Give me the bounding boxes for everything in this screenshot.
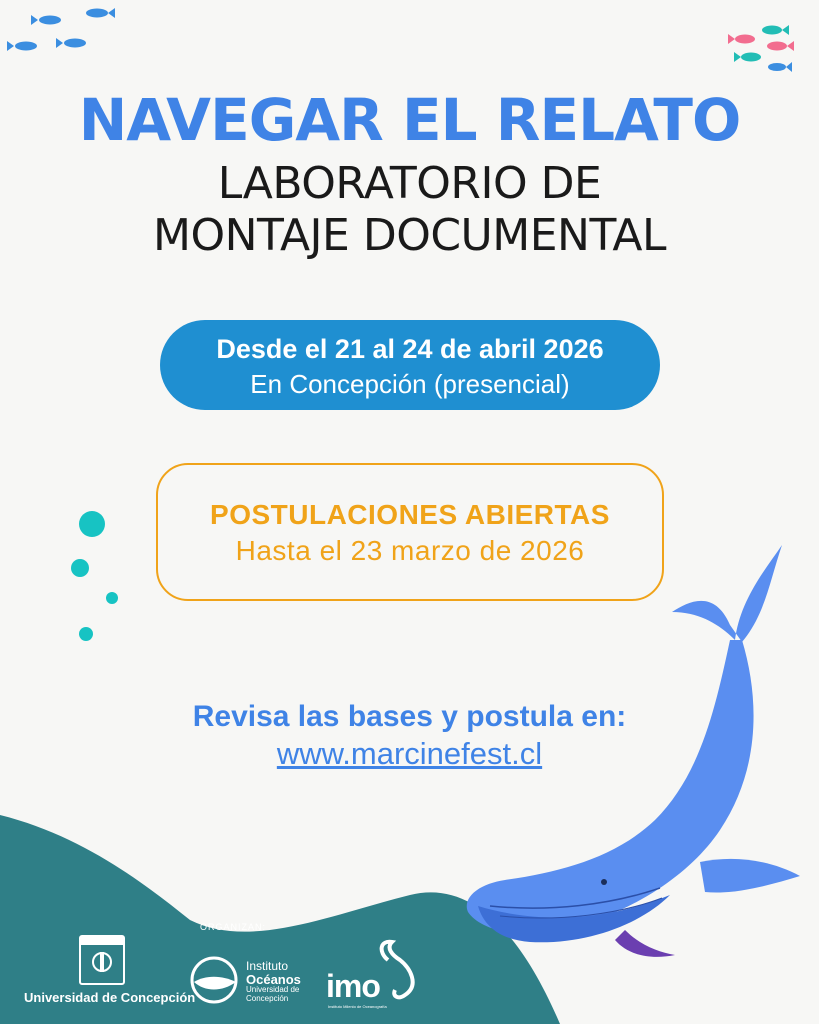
instituto-oceanos-text: Instituto Océanos Universidad de Concepción — [246, 959, 301, 1003]
cta-text: Revisa las bases y postula en: — [192, 700, 627, 733]
website-link[interactable]: www.marcinefest.cl — [276, 736, 543, 771]
organizers-label: ORGANIZAN: — [200, 922, 267, 932]
location: En Concepción (presencial) — [250, 369, 570, 399]
applications-status: POSTULACIONES ABIERTAS — [210, 499, 610, 530]
imo-subtitle: Instituto Milenio de Oceanografía — [328, 1004, 387, 1009]
applications-deadline: Hasta el 23 marzo de 2026 — [235, 535, 585, 566]
subtitle-line-2: MONTAJE DOCUMENTAL — [152, 210, 667, 261]
imo-logo-text: imo — [326, 968, 380, 1004]
subtitle-line-1: LABORATORIO DE — [217, 158, 602, 209]
org-udec-name: Universidad de Concepción — [24, 990, 196, 1005]
date-range: Desde el 21 al 24 de abril 2026 — [216, 334, 604, 364]
page-title: NAVEGAR EL RELATO — [78, 86, 741, 154]
